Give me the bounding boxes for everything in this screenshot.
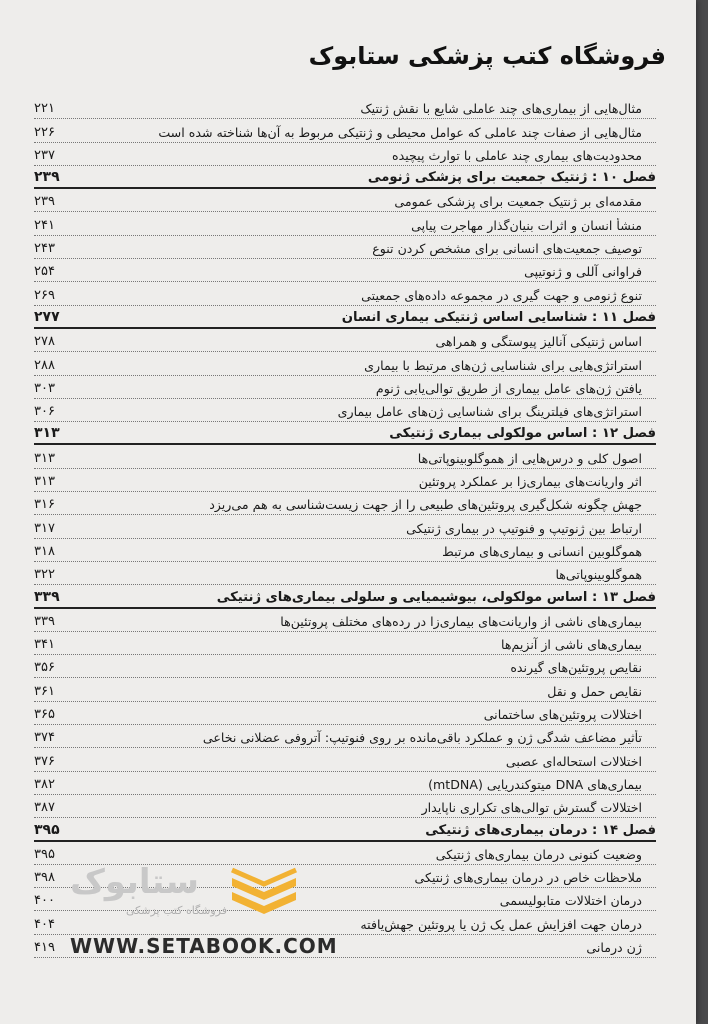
toc-page-number: ۲۲۶ bbox=[34, 124, 55, 140]
toc-entry-row bbox=[34, 795, 656, 818]
toc-entry-row bbox=[34, 609, 656, 632]
toc-entry-row bbox=[34, 772, 656, 795]
toc-page-number: ۳۹۵ bbox=[34, 846, 55, 862]
toc-entry-row bbox=[34, 352, 656, 375]
toc-page-number: ۳۱۳ bbox=[34, 425, 60, 442]
toc-entry-title: ژن درمانی bbox=[586, 939, 642, 955]
toc-entry-title: استراتژی‌های فیلترینگ برای شناسایی ژن‌های عامل بیماری bbox=[337, 404, 642, 420]
toc-entry-title: فراوانی آللی و ژنوتیپی bbox=[524, 264, 642, 280]
toc-entry-row bbox=[34, 236, 656, 259]
toc-entry-title: محدودیت‌های بیماری چند عاملی با توارث پیچیده bbox=[392, 147, 642, 163]
toc-page-number: ۳۰۳ bbox=[34, 380, 55, 396]
toc-entry-title: بیماری‌های DNA میتوکندریایی (mtDNA) bbox=[428, 776, 642, 792]
watermark-url: WWW.SETABOOK.COM bbox=[70, 934, 338, 958]
toc-entry-row bbox=[34, 189, 656, 212]
table-of-contents bbox=[34, 96, 656, 958]
toc-page-number: ۳۱۶ bbox=[34, 497, 55, 513]
toc-entry-title: درمان جهت افزایش عمل یک ژن یا پروتئین جهش‌یافته bbox=[360, 916, 642, 932]
toc-entry-title: فصل ۱۱ : شناسایی اساس ژنتیکی بیماری انسان bbox=[341, 309, 656, 325]
toc-chapter-row bbox=[34, 306, 656, 329]
toc-entry-row bbox=[34, 911, 656, 934]
toc-page-number: ۲۳۷ bbox=[34, 147, 55, 163]
toc-entry-title: بیماری‌های ناشی از آنزیم‌ها bbox=[501, 637, 642, 653]
toc-page-number: ۲۶۹ bbox=[34, 287, 55, 303]
toc-entry-title: مقدمه‌ای بر ژنتیک جمعیت برای پزشکی عمومی bbox=[394, 194, 642, 210]
toc-page-number: ۳۸۷ bbox=[34, 800, 55, 816]
toc-entry-title: نقایص پروتئین‌های گیرنده bbox=[510, 660, 642, 676]
toc-page-number: ۴۱۹ bbox=[34, 939, 55, 955]
toc-entry-row bbox=[34, 469, 656, 492]
toc-page-number: ۳۷۴ bbox=[34, 730, 55, 746]
toc-page-number: ۳۳۹ bbox=[34, 613, 55, 629]
toc-entry-title: اختلالات گسترش توالی‌های تکراری ناپایدار bbox=[421, 800, 642, 816]
watermark-tagline: فروشگاه کتب پزشکی bbox=[126, 904, 227, 917]
toc-entry-title: ارتباط بین ژنوتیپ و فنوتیپ در بیماری ژنتیکی bbox=[406, 520, 642, 536]
toc-entry-row bbox=[34, 702, 656, 725]
toc-page-number: ۳۱۳ bbox=[34, 474, 55, 490]
toc-entry-row bbox=[34, 212, 656, 235]
toc-entry-row bbox=[34, 282, 656, 305]
toc-page-number: ۳۱۸ bbox=[34, 543, 55, 559]
toc-page-number: ۳۵۶ bbox=[34, 660, 55, 676]
toc-entry-row bbox=[34, 515, 656, 538]
toc-entry-title: فصل ۱۰ : ژنتیک جمعیت برای پزشکی ژنومی bbox=[367, 170, 656, 186]
toc-page-number: ۳۲۲ bbox=[34, 567, 55, 583]
toc-page-number: ۲۳۹ bbox=[34, 194, 55, 210]
toc-entry-title: هموگلوبینوپاتی‌ها bbox=[555, 567, 642, 583]
toc-entry-title: فصل ۱۲ : اساس مولکولی بیماری ژنتیکی bbox=[389, 426, 656, 442]
toc-entry-title: اصول کلی و درس‌هایی از هموگلوبینوپاتی‌ها bbox=[417, 450, 642, 466]
toc-page-number: ۲۲۱ bbox=[34, 101, 55, 117]
toc-entry-title: اختلالات پروتئین‌های ساختمانی bbox=[483, 707, 642, 723]
toc-chapter-row bbox=[34, 585, 656, 608]
toc-entry-title: جهش چگونه شکل‌گیری پروتئین‌های طبیعی را از جهت زیست‌شناسی به هم می‌ریزد bbox=[209, 497, 642, 513]
toc-entry-title: توصیف جمعیت‌های انسانی برای مشخص کردن تنوع bbox=[372, 241, 642, 257]
toc-entry-title: منشأ انسان و اثرات بنیان‌گذار مهاجرت پیاپی bbox=[411, 217, 642, 233]
toc-entry-row bbox=[34, 119, 656, 142]
toc-entry-row bbox=[34, 492, 656, 515]
toc-entry-row bbox=[34, 888, 656, 911]
toc-entry-title: وضعیت کنونی درمان بیماری‌های ژنتیکی bbox=[435, 846, 642, 862]
toc-entry-title: مثال‌هایی از بیماری‌های چند عاملی شایع با نقش ژنتیک bbox=[360, 101, 642, 117]
toc-entry-title: تنوع ژنومی و جهت گیری در مجموعه داده‌های جمعیتی bbox=[361, 287, 642, 303]
toc-chapter-row bbox=[34, 422, 656, 445]
toc-page-number: ۴۰۰ bbox=[34, 893, 55, 909]
toc-entry-row bbox=[34, 143, 656, 166]
toc-entry-row bbox=[34, 632, 656, 655]
toc-entry-title: تأثیر مضاعف شدگی ژن و عملکرد باقی‌مانده بر روی فنوتیپ: آتروفی عضلانی نخاعی bbox=[202, 730, 642, 746]
toc-chapter-row bbox=[34, 818, 656, 841]
toc-entry-row bbox=[34, 562, 656, 585]
toc-page-number: ۲۸۸ bbox=[34, 357, 55, 373]
toc-page-number: ۳۷۶ bbox=[34, 753, 55, 769]
toc-page-number: ۳۴۱ bbox=[34, 637, 55, 653]
toc-page-number: ۲۳۹ bbox=[34, 169, 60, 186]
toc-page-number: ۳۸۲ bbox=[34, 776, 55, 792]
toc-entry-row bbox=[34, 655, 656, 678]
toc-page-number: ۳۶۵ bbox=[34, 707, 55, 723]
toc-entry-title: نقایص حمل و نقل bbox=[547, 683, 642, 699]
toc-entry-title: اختلالات استحاله‌ای عصبی bbox=[505, 753, 642, 769]
toc-entry-title: هموگلوبین انسانی و بیماری‌های مرتبط bbox=[442, 543, 642, 559]
toc-entry-title: بیماری‌های ناشی از واریانت‌های بیماری‌زا در رده‌های مختلف پروتئین‌ها bbox=[280, 613, 642, 629]
watermark-logo-text: ستابوک bbox=[70, 862, 199, 902]
toc-chapter-row bbox=[34, 166, 656, 189]
toc-entry-row bbox=[34, 748, 656, 771]
toc-page-number: ۳۶۱ bbox=[34, 683, 55, 699]
toc-entry-row bbox=[34, 539, 656, 562]
toc-entry-title: فصل ۱۳ : اساس مولکولی، بیوشیمیایی و سلولی بیماری‌های ژنتیکی bbox=[216, 589, 656, 605]
toc-entry-row bbox=[34, 678, 656, 701]
toc-page-number: ۴۰۴ bbox=[34, 916, 55, 932]
toc-entry-row bbox=[34, 259, 656, 282]
toc-page-number: ۳۱۳ bbox=[34, 450, 55, 466]
toc-page-number: ۳۱۷ bbox=[34, 520, 55, 536]
toc-entry-row bbox=[34, 935, 656, 958]
toc-entry-title: درمان اختلالات متابولیسمی bbox=[499, 893, 642, 909]
toc-page-number: ۲۴۱ bbox=[34, 217, 55, 233]
toc-page-number: ۲۴۳ bbox=[34, 241, 55, 257]
toc-page-number: ۳۰۶ bbox=[34, 404, 55, 420]
toc-entry-row bbox=[34, 445, 656, 468]
store-title: فروشگاه کتب پزشکی ستابوک bbox=[308, 42, 666, 70]
toc-entry-title: مثال‌هایی از صفات چند عاملی که عوامل محیطی و ژنتیکی مربوط به آن‌ها شناخته شده است bbox=[158, 124, 642, 140]
toc-entry-title: ملاحظات خاص در درمان بیماری‌های ژنتیکی bbox=[414, 870, 642, 886]
toc-entry-title: اساس ژنتیکی آنالیز پیوستگی و همراهی bbox=[435, 334, 642, 350]
toc-entry-row bbox=[34, 329, 656, 352]
toc-entry-row bbox=[34, 842, 656, 865]
toc-page-number: ۳۹۵ bbox=[34, 821, 60, 838]
toc-page-number: ۲۷۸ bbox=[34, 334, 55, 350]
toc-entry-title: فصل ۱۴ : درمان بیماری‌های ژنتیکی bbox=[425, 822, 656, 838]
toc-entry-row bbox=[34, 376, 656, 399]
toc-page-number: ۳۹۸ bbox=[34, 870, 55, 886]
toc-entry-row bbox=[34, 725, 656, 748]
toc-entry-row bbox=[34, 399, 656, 422]
toc-page-number: ۲۵۴ bbox=[34, 264, 55, 280]
toc-entry-title: استراتژی‌هایی برای شناسایی ژن‌های مرتبط با بیماری bbox=[364, 357, 642, 373]
toc-page-number: ۲۷۷ bbox=[34, 308, 60, 325]
toc-page-number: ۳۳۹ bbox=[34, 588, 60, 605]
toc-entry-row bbox=[34, 865, 656, 888]
toc-entry-title: یافتن ژن‌های عامل بیماری از طریق توالی‌یابی ژنوم bbox=[375, 380, 642, 396]
toc-entry-row bbox=[34, 96, 656, 119]
toc-entry-title: اثر واریانت‌های بیماری‌زا بر عملکرد پروتئین bbox=[418, 474, 642, 490]
